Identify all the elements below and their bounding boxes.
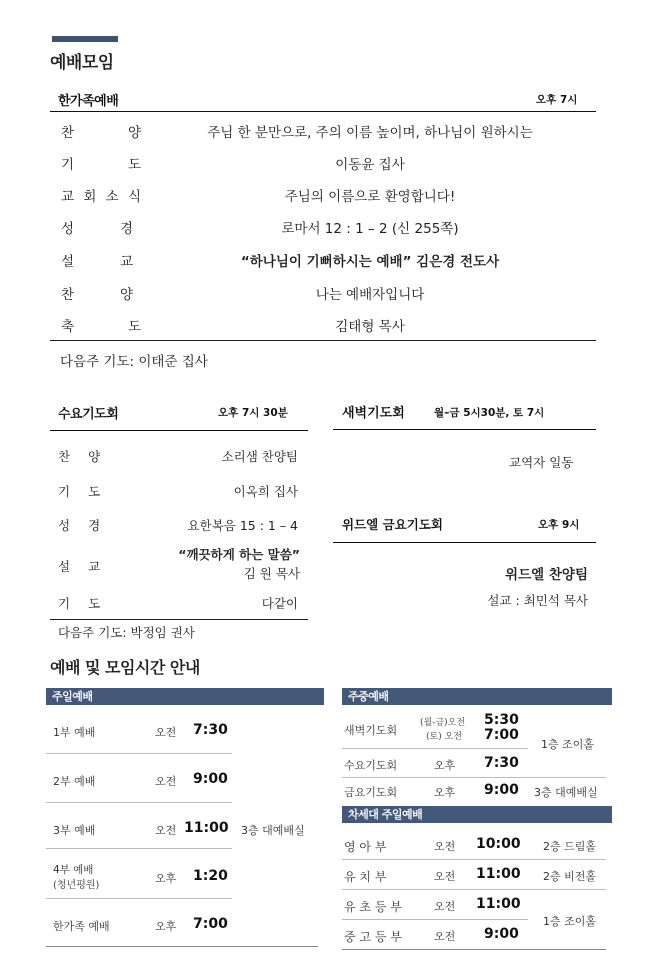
sunday-row4-sub: (청년평원) [53, 880, 100, 891]
sunday-place: 3층 대예배실 [241, 824, 305, 837]
sunday-row5-time: 7:00 [193, 916, 228, 932]
nextgen-place-bottom: 1층 조이홀 [543, 915, 596, 928]
dawn-time: 월–금 5시30분, 토 7시 [434, 407, 545, 419]
sunday-rule2 [46, 802, 232, 803]
weekday-dawn-name: 새벽기도회 [344, 724, 398, 737]
nextgen-row4-name: 중 고 등 부 [344, 930, 402, 944]
family-row-hymn2: 찬 양 나는 예배자입니다 [61, 287, 425, 303]
weekday-fri-name: 금요기도회 [344, 786, 398, 799]
weekday-dawn-ampm2: (토) 오전 [426, 732, 462, 742]
weekday-rule1 [342, 748, 528, 749]
friday-time: 오후 9시 [538, 519, 580, 531]
sunday-row4-name: 4부 예배 [53, 864, 94, 876]
family-row-news: 교 회 소 식 주님의 이름으로 환영합니다! [61, 189, 456, 205]
nextgen-rule2 [342, 889, 606, 890]
nextgen-row1-time: 10:00 [476, 836, 521, 852]
sunday-row4-time: 1:20 [193, 868, 228, 884]
nextgen-row1-name: 영 아 부 [344, 840, 387, 854]
wed-title: 수요기도회 [58, 407, 119, 422]
family-top-rule [50, 111, 596, 112]
family-bottom-rule [50, 340, 596, 341]
wed-row-hymn: 찬 양 소리샘 찬양팀 [58, 449, 298, 464]
sunday-row3-name: 3부 예배 [53, 824, 96, 837]
family-row-hymn1: 찬 양 주님 한 분만으로, 주의 이름 높이며, 하나님이 원하시는 [61, 125, 533, 141]
dawn-top-rule [333, 429, 596, 430]
sunday-row1-ampm: 오전 [155, 726, 177, 739]
family-row-prayer: 기 도 이동윤 집사 [61, 157, 405, 173]
wed-row-prayer: 기 도 이옥희 집사 [58, 484, 298, 499]
weekday-wed-ampm: 오후 [434, 759, 456, 772]
weekday-dawn-time2: 7:00 [484, 727, 519, 743]
weekday-rule2 [342, 777, 606, 778]
weekday-dawn-ampm1: (월-금)오전 [420, 718, 466, 728]
nextgen-row3-name: 유 초 등 부 [344, 900, 402, 914]
wed-sermon-preacher: 김 원 목사 [243, 566, 300, 581]
weekday-header: 주중예배 [342, 688, 612, 705]
wed-row-prayer2: 기 도 다같이 [58, 596, 298, 611]
nextgen-header: 차세대 주일예배 [342, 806, 612, 823]
nextgen-row4-time: 9:00 [484, 926, 519, 942]
sunday-row2-name: 2부 예배 [53, 775, 96, 788]
weekday-fri-ampm: 오후 [434, 786, 456, 799]
nextgen-row3-time: 11:00 [476, 896, 521, 912]
sunday-rule1 [46, 753, 232, 754]
sunday-row1-name: 1부 예배 [53, 726, 96, 739]
nextgen-row3-ampm: 오전 [434, 900, 456, 913]
wed-top-rule [50, 430, 308, 431]
nextgen-row2-place: 2층 비전홀 [543, 870, 596, 883]
sunday-row5-ampm: 오후 [155, 920, 177, 933]
nextgen-rule1 [342, 859, 606, 860]
wed-row-sermon-label: 설 교 [58, 559, 101, 574]
sunday-row1-time: 7:30 [193, 722, 228, 738]
nextgen-row4-ampm: 오전 [434, 930, 456, 943]
nextgen-row2-name: 유 치 부 [344, 870, 387, 884]
family-worship-time: 오후 7시 [536, 94, 578, 106]
sunday-row3-time: 11:00 [184, 820, 229, 836]
wed-sermon-title: “깨끗하게 하는 말씀” [178, 547, 300, 562]
friday-top-rule [333, 542, 596, 543]
sunday-header: 주일예배 [46, 688, 324, 705]
nextgen-row2-time: 11:00 [476, 866, 521, 882]
sunday-row2-time: 9:00 [193, 771, 228, 787]
wed-next-prayer: 다음주 기도: 박정임 권사 [58, 625, 195, 640]
sunday-rule5 [46, 946, 318, 947]
wed-time: 오후 7시 30분 [218, 407, 288, 419]
wed-row-scripture: 성 경 요한복음 15 : 1 – 4 [58, 518, 298, 533]
section-title-bar [52, 36, 118, 42]
weekday-fri-time: 9:00 [484, 782, 519, 798]
dawn-title: 새벽기도회 [342, 406, 405, 421]
nextgen-row1-ampm: 오전 [434, 840, 456, 853]
family-row-sermon: 설 교 “하나님이 기뻐하시는 예배” 김은경 전도사 [61, 254, 500, 270]
family-worship-title: 한가족예배 [58, 94, 119, 109]
weekday-wed-name: 수요기도회 [344, 759, 398, 772]
weekday-wed-time: 7:30 [484, 755, 519, 771]
section-title: 예배모임 [50, 53, 114, 73]
nextgen-row1-place: 2층 드림홀 [543, 840, 596, 853]
family-row-benediction: 축 도 김태형 목사 [61, 319, 405, 335]
nextgen-rule3 [342, 919, 528, 920]
wed-bottom-rule [50, 619, 308, 620]
nextgen-rule4 [342, 949, 606, 950]
dawn-leader: 교역자 일동 [509, 455, 574, 470]
schedule-title: 예배 및 모임시간 안내 [50, 658, 200, 677]
friday-team: 위드엘 찬양팀 [505, 567, 588, 583]
weekday-place-top: 1층 조이홀 [541, 738, 594, 751]
friday-sermon: 설교 : 최민석 목사 [487, 593, 588, 608]
family-next-prayer: 다음주 기도: 이태준 집사 [60, 354, 208, 370]
sunday-rule3 [46, 848, 232, 849]
family-row-scripture: 성 경 로마서 12 : 1 – 2 (신 255쪽) [61, 221, 459, 237]
weekday-dawn-time1: 5:30 [484, 712, 519, 728]
sunday-row3-ampm: 오전 [155, 824, 177, 837]
sunday-row5-name: 한가족 예배 [53, 920, 110, 933]
sunday-rule4 [46, 898, 232, 899]
sunday-row2-ampm: 오전 [155, 775, 177, 788]
sunday-row4-ampm: 오후 [155, 872, 177, 885]
nextgen-row2-ampm: 오전 [434, 870, 456, 883]
weekday-fri-place: 3층 대예배실 [534, 786, 598, 799]
friday-title: 위드엘 금요기도회 [342, 517, 443, 532]
